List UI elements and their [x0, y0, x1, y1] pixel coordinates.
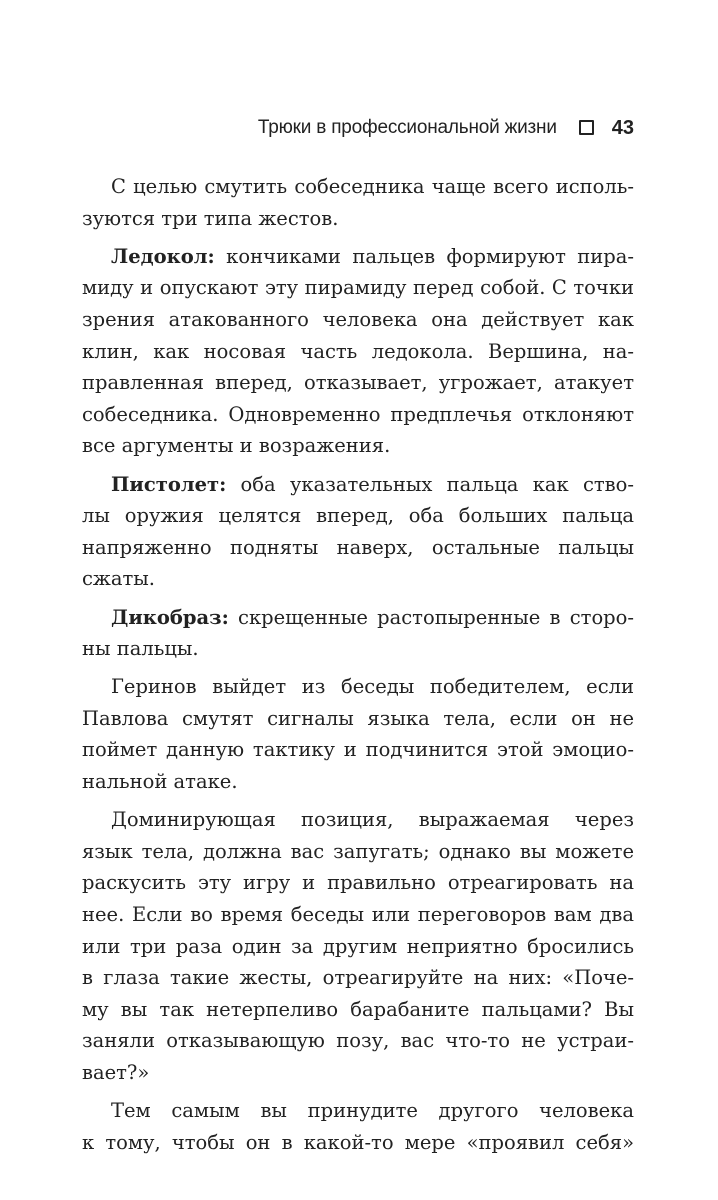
paragraph-porcupine	[82, 602, 634, 665]
text-line: клин, как носовая часть ледокола. Вершина, на-	[82, 339, 634, 363]
text-line: или три раза один за другим неприятно бросились	[82, 934, 634, 958]
term-icebreaker: Ледокол:	[111, 244, 215, 268]
text-line: вает?»	[82, 1061, 150, 1084]
text-line: напряженно подняты наверх, остальные пальцы	[82, 535, 634, 559]
text-line: С целью смутить собеседника чаще всего исполь-	[111, 175, 634, 198]
text-line: му вы так нетерпеливо барабаните пальцами? Вы	[82, 997, 634, 1021]
text-line: миду и опускают эту пирамиду перед собой. С точки	[82, 276, 634, 300]
paragraph	[82, 671, 634, 797]
text-line: сжаты.	[82, 567, 155, 591]
text-line	[82, 469, 634, 501]
text-line: собеседника. Одновременно предплечья отклоняют	[82, 402, 634, 426]
text-line: Доминирующая позиция, выражаемая через	[111, 808, 634, 832]
text-line: ны пальцы.	[82, 637, 199, 661]
running-head	[258, 114, 634, 142]
running-head-title: Трюки в профессиональной жизни	[257, 117, 557, 138]
text-line: все аргументы и возражения.	[82, 434, 391, 458]
text-line: Тем самым вы принудите другого человека	[111, 1099, 634, 1123]
square-bullet-icon	[579, 120, 594, 135]
text-line: раскусить эту игру и правильно отреагировать на	[82, 871, 634, 895]
text-run: кончиками пальцев формируют пира-	[214, 244, 634, 268]
text-line	[82, 241, 634, 273]
text-line	[82, 602, 634, 634]
text-line: правленная вперед, отказывает, угрожает, атакует	[82, 371, 634, 395]
text-line: зрения атакованного человека она действует как	[82, 307, 634, 331]
term-pistol: Пистолет:	[111, 472, 227, 496]
paragraph	[82, 171, 634, 234]
text-line: заняли отказывающую позу, вас что-то не устраи-	[82, 1029, 634, 1053]
text-line: Павлова смутят сигналы языка тела, если он не	[82, 706, 634, 730]
text-run: оба указательных пальца как ство-	[226, 472, 634, 496]
paragraph	[82, 804, 634, 1088]
text-run: скрещенные растопыренные в сторо-	[228, 605, 634, 629]
paragraph	[82, 1095, 634, 1158]
term-porcupine: Дикобраз:	[111, 605, 229, 629]
text-line: нальной атаке.	[82, 770, 238, 794]
text-line: зуются три типа жестов.	[82, 206, 339, 230]
text-line: нее. Если во время беседы или переговоров вам два	[82, 903, 634, 927]
body-text	[82, 171, 634, 1158]
text-line: Геринов выйдет из беседы победителем, если	[111, 675, 634, 699]
paragraph-icebreaker	[82, 241, 634, 462]
text-line: поймет данную тактику и подчинится этой эмоцио-	[82, 738, 634, 762]
text-line: в глаза такие жесты, отреагируйте на них: «Поче-	[82, 966, 634, 990]
text-line: к тому, чтобы он в какой-то мере «проявил себя»	[82, 1130, 634, 1154]
text-line: лы оружия целятся вперед, оба больших пальца	[82, 504, 634, 528]
paragraph-pistol	[82, 469, 634, 595]
page-number: 43	[611, 117, 634, 139]
text-line: язык тела, должна вас запугать; однако вы можете	[82, 839, 634, 863]
